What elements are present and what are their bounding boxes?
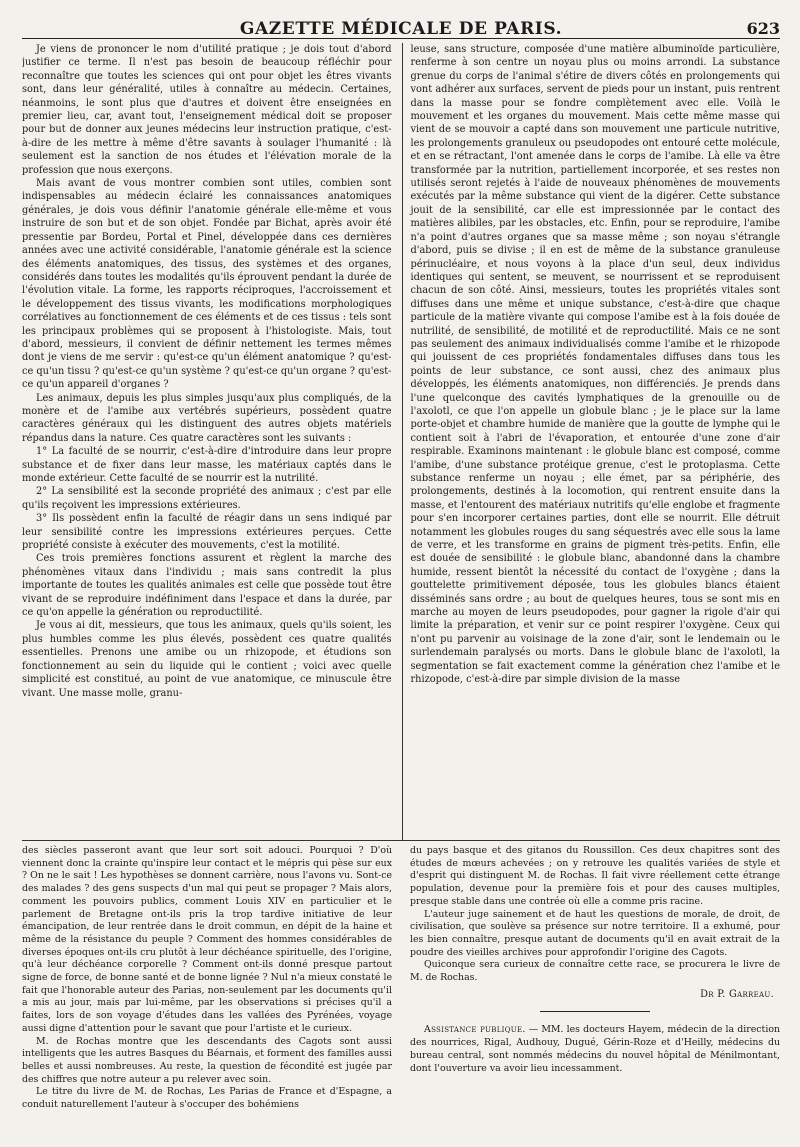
paragraph: Les animaux, depuis les plus simples jusqu'aux plus compliqués, de la monère et de l'amibe aux vertébrés supérieurs, possèdent quatre caractères généraux qui les distinguent des autres objets matériels répandus dans la nature. Ces quatre caractères sont les suivants : (22, 392, 392, 444)
paragraph: Ces trois premières fonctions assurent et règlent la marche des phénomènes vitaux dans l'individu ; mais sans contredit la plus importante de toutes les qualités animales est celle que possède tout être vivant de se reproduire indéfiniment dans l'espace et dans la durée, par ce qu'on appelle la génération ou reproductilité. (22, 553, 392, 619)
author-signature: Dr P. Garreau. (700, 988, 774, 1000)
paragraph: M. de Rochas montre que les descendants des Cagots sont aussi intelligents que les autres Basques du Béarnais, et forment des familles aussi belles et aussi nombreuses. Au reste, la question de fécondité est jugée par des chiffres que notre auteur a pu relever avec soin. (22, 1035, 392, 1085)
section-divider (540, 1011, 650, 1012)
paragraph: 2° La sensibilité est la seconde propriété des animaux ; c'est par elle qu'ils reçoivent les impressions extérieures. (22, 486, 392, 511)
paragraph: des siècles passeront avant que leur sort soit adouci. Pourquoi ? D'où viennent donc la crainte qu'inspire leur contact et le mépris qui pèse sur eux ? On ne le sait ! Les hypothèses se donnent carrière, nous l'avons vu. Sont-ce des malades ? des gens suspects d'un mal qui peut se propager ? Mais alors, comment les pouvoirs publics, comment Louis XIV en particulier et le parlement de Bretagne ont-ils pris la trop tardive initiative de leur émancipation, de leur rentrée dans le droit commun, en dépit de la haine et même de la résistance du peuple ? Comment des hommes considérables de diverses époques ont-ils cru plutôt à leur déchéance spirituelle, des l'origine, qu'à leur déchéance corporelle ? Comment ont-ils donné presque partout signe de force, de bonne santé et de bonne lignée ? Nul n'a mieux constaté le fait que l'honorable auteur des Parias, non-seulement par les documents qu'il a mis au jour, mais par lui-même, par les observations si précises qu'il a faites, lors de son voyage d'études dans les vallées des Pyrénées, voyage aussi digne d'attention pour le savant que pour l'artiste et le curieux. (22, 845, 392, 1034)
paragraph: L'auteur juge sainement et de haut les questions de morale, de droit, de civilisation, que soulève sa présence sur notre territoire. Il a exhumé, pour les bien connaître, presque autant de documents qu'il en avait extrait de la poudre des vieilles archives pour approfondir l'origine des Cagots. (410, 908, 780, 958)
paragraph: Je viens de prononcer le nom d'utilité pratique ; je dois tout d'abord justifier ce terme. Il n'est pas besoin de beaucoup réfléchir pour reconnaître que toutes les sciences qui ont pour objet les êtres vivants sont, dans leur généralité, utiles à connaître au médecin. Certaines, néanmoins, le sont plus que d'autres et doivent être enseignées en premier lieu, car, avant tout, l'enseignement médical doit se proposer pour but de donner aux jeunes médecins leur instruction pratique, c'est-à-dire de les mettre à même d'être savants à soulager l'humanité : là seulement est la sanction de nos études et l'élévation morale de la profession que nous exerçons. (22, 44, 392, 176)
review-section (22, 845, 780, 1147)
paragraph: leuse, sans structure, composée d'une matière albuminoïde particulière, renferme à son centre un noyau plus ou moins arrondi. La substance grenue du corps de l'animal s'étire de divers côtés en prolongements qui vont adhérer aux surfaces, servent de pieds pour un instant, puis rentrent dans la masse pour se fondre complètement avec elle. Voilà le mouvement et les organes du mouvement. Mais cette même masse qui vient de se mouvoir a capté dans son mouvement une particule nutritive, les prolongements granuleux ou pseudopodes ont entouré cette molécule, et en se rétractant, l'ont amenée dans le corps de l'amibe. Là elle va être transformée par la nutrition, partiellement incorporée, et ses restes non utilisés seront rejetés à l'aide de nouveaux phénomènes de mouvements exécutés par la même substance qui vient de la digérer. Cette substance jouit de la sensibilité, car elle est impressionnée par le contact des matières alibiles, par les obstacles, etc. Enfin, pour se reproduire, l'amibe n'a point d'autres organes que sa masse même ; son noyau s'étrangle d'abord, puis se divise ; il en est de même de la substance granuleuse périnucléaire, et nous voyons à la place d'un seul, deux individus identiques qui sentent, se meuvent, se nourrissent et se reproduisent chacun de son côté. Ainsi, messieurs, toutes les propriétés vitales sont diffuses dans une même et unique substance, c'est-à-dire que chaque particule de la matière vivante qui compose l'amibe est à la fois douée de nutrilité, de sensibilité, de motilité et de reproductilité. Mais ce ne sont pas seulement des animaux individualisés comme l'amibe et le rhizopode qui jouissent de ces propriétés fondamentales diffuses dans tous les points de leur substance, ce sont aussi, chez des animaux plus développés, les éléments anatomiques, non différenciés. Je prends dans l'une quelconque des cavités lymphatiques de la grenouille ou de l'axolotl, ce que l'on appelle un globule blanc ; je le place sur la lame porte-objet et chambre humide de manière que la goutte de lymphe qui le contient soit à l'abri de l'évaporation, et entourée d'une zone d'air respirable. Examinons maintenant : le globule blanc est composé, comme l'amibe, d'une substance protéique grenue, c'est le protoplasma. Cette substance renferme un noyau ; elle émet, par sa périphérie, des prolongements, destinés à la locomotion, qui rentrent ensuite dans la masse, et l'entourent des matériaux nutritifs qu'elle englobe et fragmente pour s'en incorporer certaines parties, dont elle se nourrit. Elle détruit notamment les globules rouges du sang séquestrés avec elle sous la lame de verre, et les transforme en grains de pigment très-petits. Enfin, elle est douée de sensibilité : le globule blanc, abandonné dans la chambre humide, ressent bientôt la nécessité du contact de l'oxygène ; dans la gouttelette primitivement déposée, tous les globules blancs étaient disséminés sans ordre ; au bout de quelques heures, tous se sont mis en marche au moyen de leurs pseudopodes, pour gagner la rigole d'air qui limite la préparation, et venir sur ce point respirer l'oxygène. Ceux qui n'ont pu parvenir au voisinage de la zone d'air, sont le lendemain ou le surlendemain paralysés ou morts. Dans le globule blanc de l'axolotl, la segmentation se fait exactement comme la génération chez l'amibe et le rhizopode, c'est-à-dire par simple division de la masse (410, 44, 780, 686)
paragraph: Le titre du livre de M. de Rochas, Les Parias de France et d'Espagne, a conduit naturellement l'auteur à s'occuper des bohémiens (22, 1086, 392, 1111)
notice-paragraph (410, 1024, 780, 1075)
paragraph: Je vous ai dit, messieurs, que tous les animaux, quels qu'ils soient, les plus humbles comme les plus élevés, possèdent ces quatre qualités essentielles. Prenons une amibe ou un rhizopode, et étudions son fonctionnement au sein du liquide qui le contient ; voici avec quelle simplicité est constitué, au point de vue anatomique, ce minuscule être vivant. Une masse molle, granu- (22, 620, 392, 699)
article-column-left (22, 43, 392, 840)
paragraph: 3° Ils possèdent enfin la faculté de réagir dans un sens indiqué par leur sensibilité contre les impressions extérieures perçues. Cette propriété consiste à exécuter des mouvements, c'est la motilité. (22, 513, 392, 552)
paragraph: Mais avant de vous montrer combien sont utiles, combien sont indispensables au médecin éclairé les connaissances anatomiques générales, je dois vous définir l'anatomie générale elle-même et vous instruire de son but et de son objet. Fondée par Bichat, après avoir été pressentie par Bordeu, Portal et Pinel, développée dans ces dernières années avec une activité considérable, l'anatomie générale est la science des éléments anatomiques, des tissus, des systèmes et des organes, considérés dans toutes les modalités qu'ils éprouvent pendant la durée de l'évolution vitale. La forme, les rapports réciproques, l'accroissement et le développement des tissus vivants, les modifications morphologiques corrélatives au fonctionnement de ces éléments et de ces tissus : tels sont les principaux problèmes qui se proposent à l'histologiste. Mais, tout d'abord, messieurs, il convient de définir nettement les termes mêmes dont je viens de me servir : qu'est-ce qu'un élément anatomique ? qu'est-ce qu'un tissu ? qu'est-ce qu'un système ? qu'est-ce qu'un organe ? qu'est-ce qu'un appareil d'organes ? (22, 178, 392, 391)
page-number: 623 (746, 19, 780, 38)
review-column-right (402, 845, 780, 1147)
notice-heading: Assistance publique. (424, 1024, 526, 1036)
article-upper-section (22, 43, 780, 841)
journal-title: GAZETTE MÉDICALE DE PARIS. (239, 19, 563, 39)
paragraph: Quiconque sera curieux de connaître cette race, se procurera le livre de M. de Rochas. (410, 959, 780, 984)
review-column-left (22, 845, 392, 1147)
paragraph: du pays basque et des gitanos du Roussillon. Ces deux chapitres sont des études de mœurs achevées ; on y retrouve les qualités variées de style et d'esprit qui distinguent M. de Rochas. Il fait vivre réellement cette étrange population, devenue pour la première fois et pour des causes multiples, presque stable dans une contrée où elle a comme pris racine. (410, 845, 780, 907)
paragraph: 1° La faculté de se nourrir, c'est-à-dire d'introduire dans leur propre substance et de fixer dans leur masse, les matériaux captés dans le monde extérieur. Cette faculté de se nourrir est la nutrilité. (22, 446, 392, 484)
page-header (22, 20, 780, 39)
notice-text: — MM. les docteurs Hayem, médecin de la direction des nourrices, Rigal, Audhouy, Dugué, Gérin-Roze et d'Heilly, médecins du bureau central, sont nommés médecins du nouvel hôpital de Ménilmontant, dont l'ouverture va avoir lieu incessamment. (410, 1024, 780, 1074)
article-column-right (402, 43, 781, 840)
